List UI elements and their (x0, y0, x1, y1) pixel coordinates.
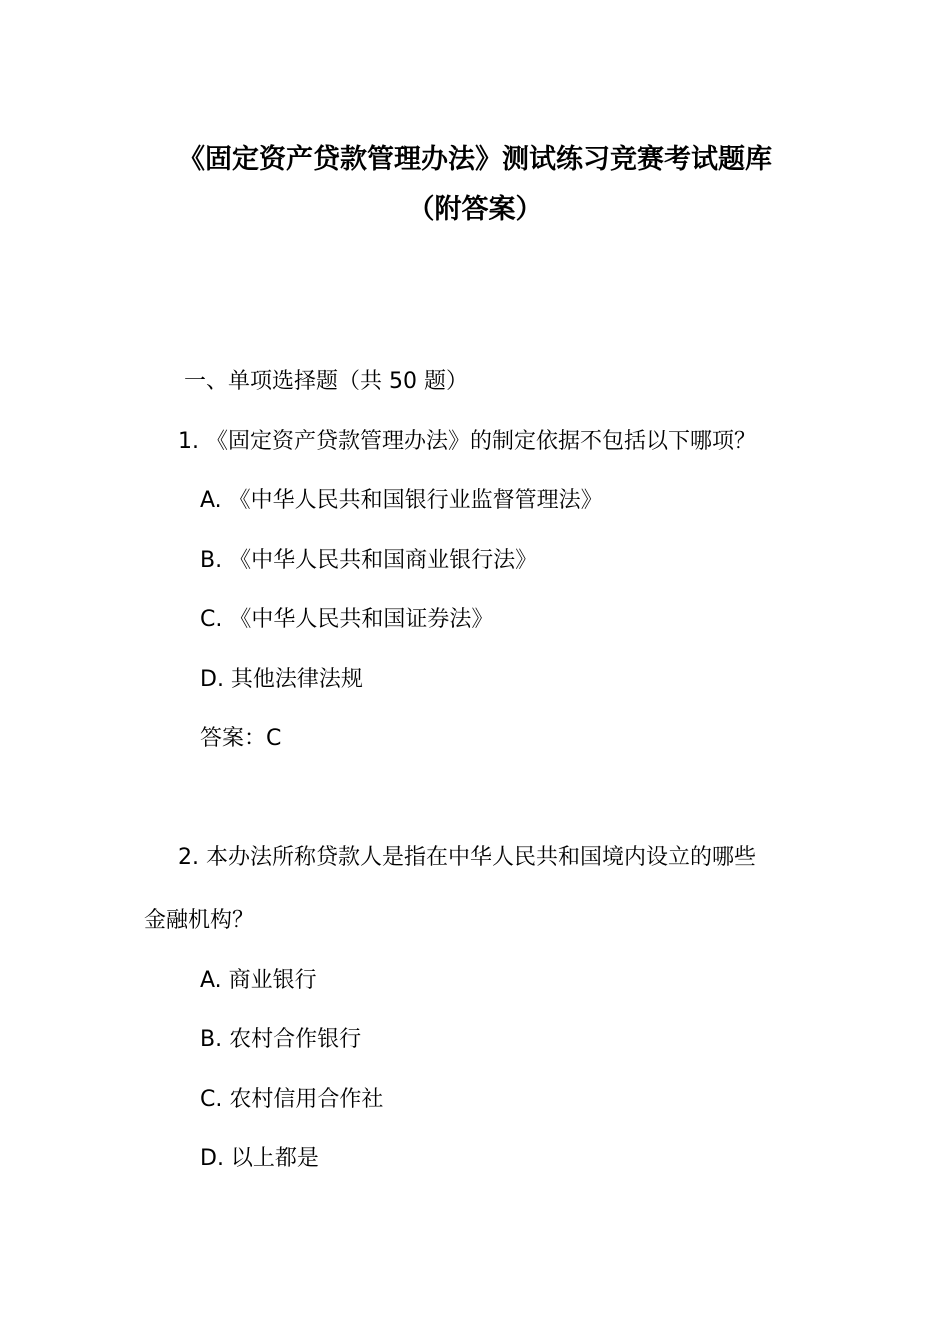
question-2-option-b: B. 农村合作银行 (200, 1027, 362, 1052)
question-1-text: 1. 《固定资产贷款管理办法》的制定依据不包括以下哪项？ (178, 429, 756, 454)
question-1-option-a: A. 《中华人民共和国银行业监督管理法》 (200, 488, 603, 513)
question-2-text-line1: 2. 本办法所称贷款人是指在中华人民共和国境内设立的哪些 (178, 845, 756, 870)
document-title: 《固定资产贷款管理办法》测试练习竞赛考试题库 (178, 144, 772, 175)
question-1-option-d: D. 其他法律法规 (200, 667, 363, 692)
question-2-option-a: A. 商业银行 (200, 968, 317, 993)
question-1-answer: 答案：C (200, 726, 282, 751)
question-2-text-line2: 金融机构？ (144, 908, 255, 933)
question-2-option-d: D. 以上都是 (200, 1146, 319, 1171)
question-1-option-b: B. 《中华人民共和国商业银行法》 (200, 548, 538, 573)
question-1-option-c: C. 《中华人民共和国证券法》 (200, 607, 494, 632)
section-heading: 一、单项选择题（共 50 题） (184, 369, 468, 394)
question-2-option-c: C. 农村信用合作社 (200, 1087, 384, 1112)
document-subtitle: （附答案） (407, 194, 543, 225)
